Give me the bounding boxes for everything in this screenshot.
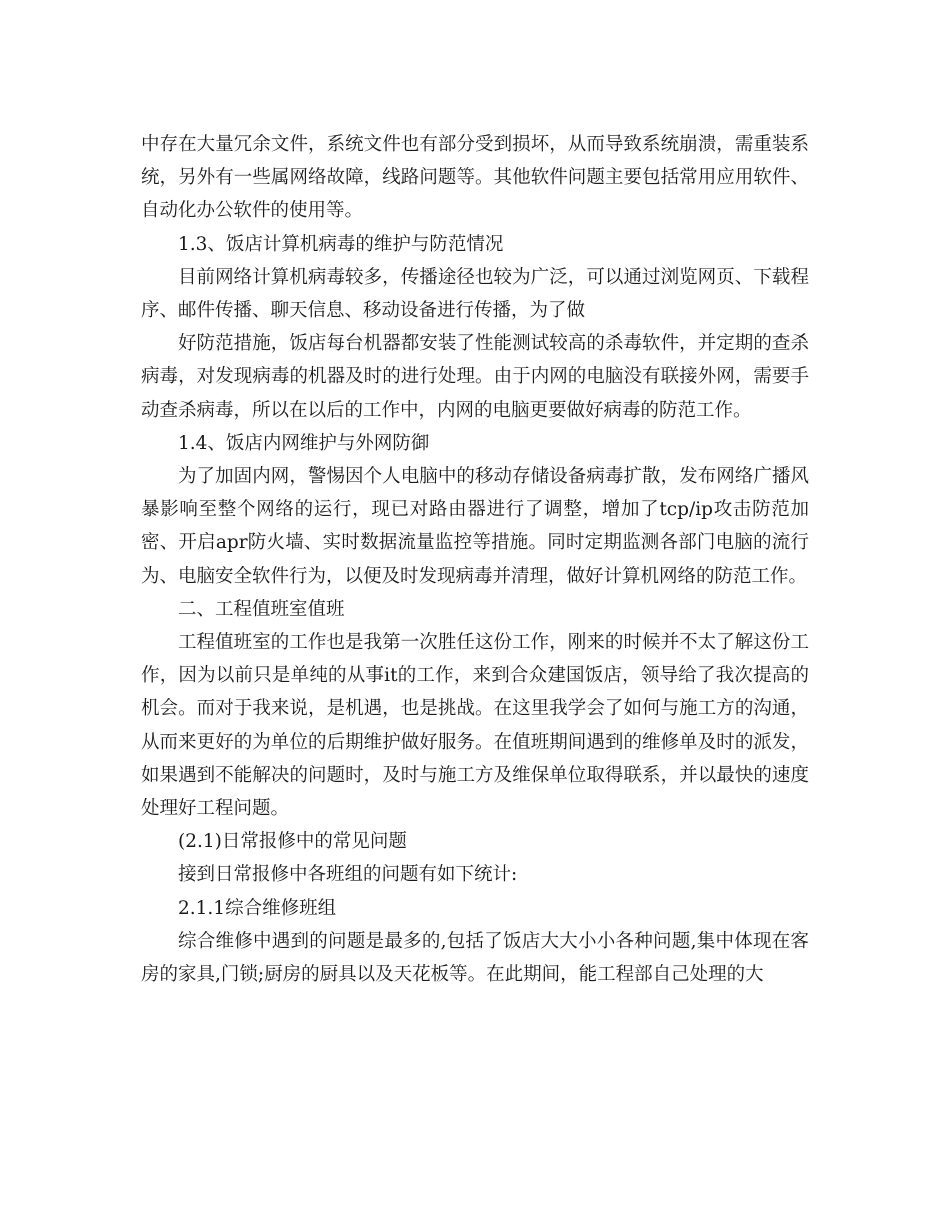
paragraph-7: 综合维修中遇到的问题是最多的,包括了饭店大大小小各种问题,集中体现在客房的家具,门锁;厨房的厨具以及天花板等。在此期间，能工程部自己处理的大 — [141, 930, 809, 986]
paragraph-6: 接到日常报修中各班组的问题有如下统计: — [178, 864, 518, 886]
paragraph-2: 目前网络计算机病毒较多，传播途径也较为广泛，可以通过浏览网页、下载程序、邮件传播、聊天信息、移动设备进行传播，为了做 — [141, 266, 809, 322]
section-heading-2-1-1: 2.1.1综合维修班组 — [178, 897, 337, 919]
paragraph-5: 工程值班室的工作也是我第一次胜任这份工作，刚来的时候并不太了解这份工作，因为以前只是单纯的从事it的工作，来到合众建国饭店，领导给了我次提高的机会。而对于我来说，是机遇，也是挑战。在这里我学会了如何与施工方的沟通，从而来更好的为单位的后期维护做好服务。在值班期间遇到的维修单及时的派发，如果遇到不能解决的问题时，及时与施工方及维保单位取得联系，并以最快的速度处理好工程问题。 — [141, 632, 809, 820]
paragraph-4: 为了加固内网，警惕因个人电脑中的移动存储设备病毒扩散，发布网络广播风暴影响至整个网络的运行，现已对路由器进行了调整，增加了tcp/ip攻击防范加密、开启apr防火墙、实时数据流量监控等措施。同时定期监测各部门电脑的流行为、电脑安全软件行为，以便及时发现病毒并清理，做好计算机网络的防范工作。 — [141, 466, 809, 587]
section-heading-1-3: 1.3、饭店计算机病毒的维护与防范情况 — [178, 233, 504, 255]
paragraph-3: 好防范措施，饭店每台机器都安装了性能测试较高的杀毒软件，并定期的查杀病毒，对发现病毒的机器及时的进行处理。由于内网的电脑没有联接外网，需要手动查杀病毒，所以在以后的工作中，内网的电脑更要做好病毒的防范工作。 — [141, 333, 809, 421]
section-heading-2-1: (2.1)日常报修中的常见问题 — [178, 831, 407, 853]
section-heading-2: 二、工程值班室值班 — [178, 598, 345, 620]
document-body — [141, 128, 809, 991]
paragraph-1: 中存在大量冗余文件，系统文件也有部分受到损坏，从而导致系统崩溃，需重装系统，另外有一些属网络故障，线路问题等。其他软件问题主要包括常用应用软件、自动化办公软件的使用等。 — [141, 134, 809, 222]
section-heading-1-4: 1.4、饭店内网维护与外网防御 — [178, 432, 430, 454]
